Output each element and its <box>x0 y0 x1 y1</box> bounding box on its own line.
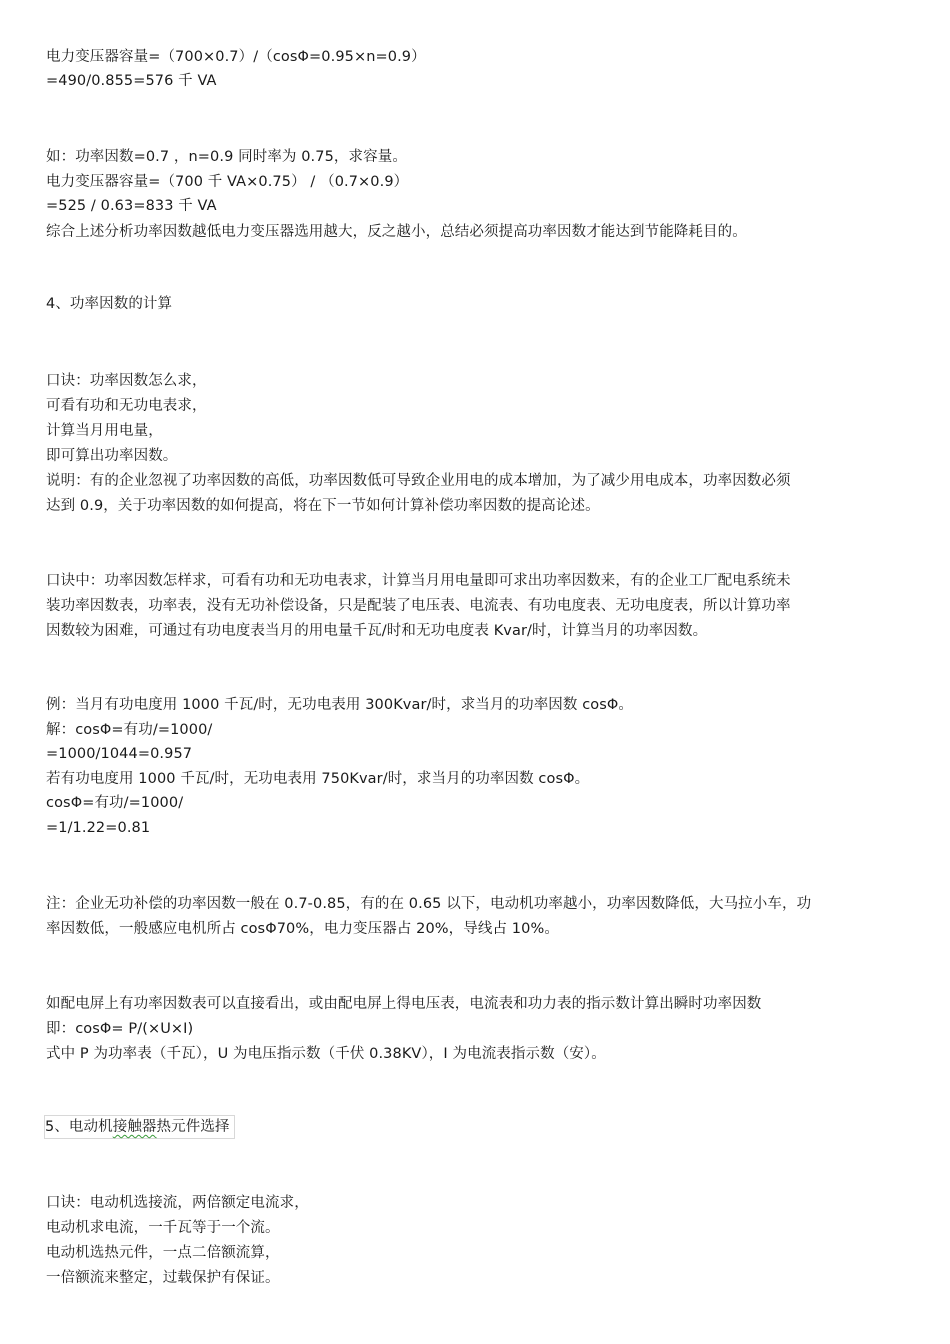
text-line: 即可算出功率因数。 <box>46 448 178 464</box>
text-line: 即：cosΦ= P/(×U×I) <box>46 1021 194 1037</box>
section-heading: 4、功率因数的计算 <box>46 296 173 312</box>
text-line: cosΦ=有功/=1000/ <box>46 795 184 811</box>
text-line: 装功率因数表，功率表，没有无功补偿设备，只是配装了电压表、电流表、有功电度表、无功电度表，所以计算功率 <box>46 598 791 614</box>
text-line: 注：企业无功补偿的功率因数一般在 0.7-0.85，有的在 0.65 以下，电动机功率越小，功率因数降低，大马拉小车，功 <box>46 896 812 912</box>
text-line: 计算当月用电量， <box>46 423 163 439</box>
text-line: 口诀：功率因数怎么求， <box>46 373 207 389</box>
text-line: 综合上述分析功率因数越低电力变压器选用越大，反之越小，总结必须提高功率因数才能达到节能降耗目的。 <box>46 224 747 240</box>
text-line: 例：当月有功电度用 1000 千瓦/时，无功电表用 300Kvar/时，求当月的功率因数 cosΦ。 <box>46 697 634 713</box>
text-line: 口诀：电动机选接流，两倍额定电流求， <box>46 1195 309 1211</box>
text-line: 电力变压器容量=（700×0.7）/（cosΦ=0.95×n=0.9） <box>46 49 426 65</box>
text-line: 电力变压器容量=（700 千 VA×0.75） / （0.7×0.9） <box>46 174 409 190</box>
text-line: 电动机求电流，一千瓦等于一个流。 <box>46 1220 280 1236</box>
text-line: 口诀中：功率因数怎样求，可看有功和无功电表求，计算当月用电量即可求出功率因数来，有的企业工厂配电系统未 <box>46 573 791 589</box>
spellcheck-underlined-word: 接触器 <box>112 1119 157 1135</box>
text-line: =1000/1044=0.957 <box>46 746 193 762</box>
text-line: 达到 0.9，关于功率因数的如何提高，将在下一节如何计算补偿功率因数的提高论述。 <box>46 498 600 514</box>
text-line: 说明：有的企业忽视了功率因数的高低，功率因数低可导致企业用电的成本增加，为了减少用电成本，功率因数必须 <box>46 473 791 489</box>
text-line: 若有功电度用 1000 千瓦/时，无功电表用 750Kvar/时，求当月的功率因数 cosΦ。 <box>46 771 590 787</box>
section-heading-boxed <box>44 1115 235 1139</box>
text-line: 如配电屏上有功率因数表可以直接看出，或由配电屏上得电压表，电流表和功力表的指示数计算出瞬时功率因数 <box>46 996 762 1012</box>
text-line: 式中 P 为功率表（千瓦），U 为电压指示数（千伏 0.38KV），I 为电流表指示数（安）。 <box>46 1046 606 1062</box>
heading-part: 5、电动机 <box>45 1119 113 1135</box>
text-line: 率因数低，一般感应电机所占 cosΦ70%，电力变压器占 20%，导线占 10%。 <box>46 921 559 937</box>
text-line: 解：cosΦ=有功/=1000/ <box>46 722 213 738</box>
text-line: 电动机选热元件，一点二倍额流算， <box>46 1245 280 1261</box>
text-line: 如：功率因数=0.7 ，n=0.9 同时率为 0.75，求容量。 <box>46 149 407 165</box>
text-line: 可看有功和无功电表求， <box>46 398 207 414</box>
text-line: =490/0.855=576 千 VA <box>46 73 217 89</box>
text-line: 一倍额流来整定，过载保护有保证。 <box>46 1270 280 1286</box>
text-line: =525 / 0.63=833 千 VA <box>46 198 217 214</box>
heading-part: 热元件选择 <box>156 1119 230 1135</box>
text-line: 因数较为困难，可通过有功电度表当月的用电量千瓦/时和无功电度表 Kvar/时，计算当月的功率因数。 <box>46 623 708 639</box>
text-line: =1/1.22=0.81 <box>46 820 151 836</box>
